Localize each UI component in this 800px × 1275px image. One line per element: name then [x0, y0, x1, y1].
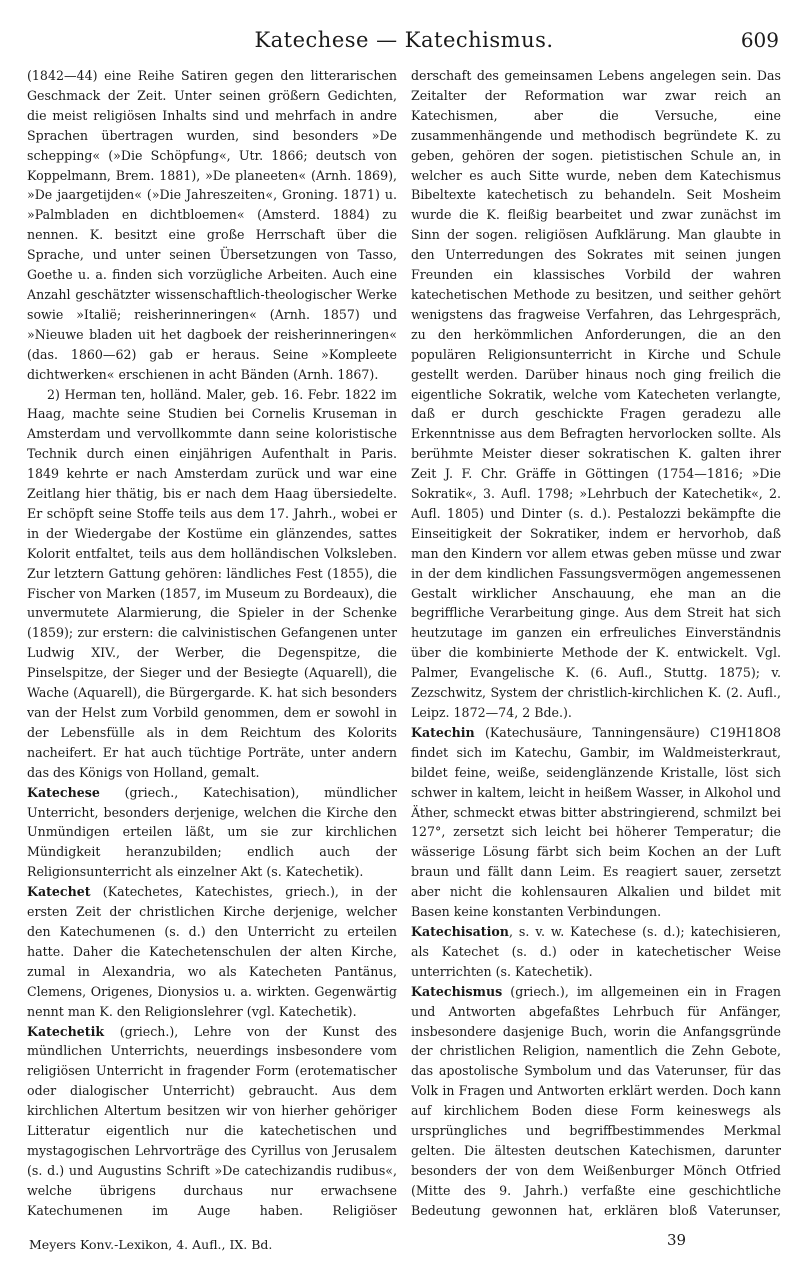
- entry-katechetik: [27, 1022, 397, 1225]
- entry-katechetik-body: (griech.), Lehre von der Kunst des mündlichen Unterrichts, neuerdings insbesondere vom religiösen Unterricht in fragender Form (erotematischer oder dialogischer Unterricht) gebraucht. Aus dem kirchlichen Altertum besitzen wir von hierher gehöriger Litteratur eigentlich nur die katechetischen und mystagogischen Lehrvorträge des Cyrillus von Jerusalem (s. d.) und Augustins Schrift »De catechizandis rudibus«, welche übrigens durchaus nur erwachsene Katechumenen im Auge haben. Religiöser: [27, 1023, 397, 1218]
- entry-katechet-body: (Katechetes, Katechistes, griech.), in der ersten Zeit der christlichen Kirche derjenige, welcher den Katechumenen (s. d.) den Unterricht zu erteilen hatte. Daher die Katechetenschulen der alten Kirche, zumal in Alexandria, wo als Katecheten Pantänus, Clemens, Origenes, Dionysios u. a. wirkten. Gegenwärtig nennt man K. den Religionslehrer (vgl. Katechetik).: [27, 884, 397, 1019]
- headword-katechet: Katechet: [27, 884, 91, 900]
- entry-katechese: [27, 783, 397, 883]
- page-footer: [27, 1231, 781, 1257]
- entry-katechet: [27, 882, 397, 1021]
- entry-katechin-body: (Katechusäure, Tanningensäure) C19H18O8 findet sich im Katechu, Gambir, im Waldmeisterkraut, bildet feine, weiße, seidenglänzende Kristalle, löst sich schwer in kaltem, leicht in heißem Wasser, in Alkohol und Äther, schmeckt etwas bitter abstringierend, schmilzt bei 127°, zersetzt sich leicht bei höherer Temperatur; die wässerige Lösung färbt sich beim Kochen an der Luft braun und fällt dann Leim. Es reagiert sauer, zersetzt aber nicht die kohlensauren Alkalien und bildet mit Basen keine konstanten Verbindungen.: [411, 724, 781, 920]
- running-head: Katechese — Katechismus.: [254, 28, 554, 52]
- headword-katechetik: Katechetik: [27, 1023, 105, 1039]
- sheet-signature: 39: [667, 1231, 687, 1249]
- paragraph-kinsbergen-continued: (1842—44) eine Reihe Satiren gegen den litterarischen Geschmack der Zeit. Unter seinen größern Gedichten, die meist religiösen Inhalts sind und mehrfach in andre Sprachen übertragen wurden, sind besonders »De schepping« (»Die Schöpfung«, Utr. 1866; deutsch von Koppelmann, Brem. 1881), »De planeeten« (Arnh. 1869), »De jaargetijden« (»Die Jahreszeiten«, Groning. 1871) u. »Palmbladen en dichtbloemen« (Amsterd. 1884) zu nennen. K. besitzt eine große Herrschaft über die Sprache, und unter seinen Übersetzungen von Tasso, Goethe u. a. finden sich vorzügliche Arbeiten. Auch eine Anzahl geschätzter wissenschaftlich-theologischer Werke sowie »Italië; reisherinneringen« (Arnh. 1857) und »Nieuwe bladen uit het dagboek der reisherinneringen« (das. 1860—62) gab er heraus. Seine »Kompleete dichtwerken« erschienen in acht Bänden (Arnh. 1867).: [27, 68, 397, 382]
- entry-katechismus: [411, 982, 781, 1224]
- left-column: [27, 66, 397, 1224]
- entry-katechin: [411, 723, 781, 922]
- headword-katechisation: Katechisation: [411, 923, 509, 939]
- entry-katechismus-body: (griech.), im allgemeinen ein in Fragen und Antworten abgefaßtes Lehrbuch für Anfänger, insbesondere dasjenige Buch, worin die Anfangsgründe der christlichen Religion, namentlich die Zehn Gebote, das apostolische Symbolum und das Vaterunser, für das Volk in Fragen und Antworten erklärt werden. Doch kann auf kirchlichem Boden diese Form keineswegs als ursprüngliches und begriffbestimmendes Merkmal gelten. Die ältesten deutschen Katechismen, darunter besonders der von dem Weißenburger Mönch Otfried (Mitte des 9. Jahrh.) verfaßte eine geschichtliche Bedeutung gewonnen hat, erklären bloß Vaterunser,: [411, 983, 781, 1218]
- page: [27, 26, 781, 1262]
- right-column: [411, 66, 781, 1224]
- page-header: [27, 26, 781, 62]
- imprint-line: Meyers Konv.-Lexikon, 4. Aufl., IX. Bd.: [29, 1237, 273, 1252]
- text-columns: [27, 66, 781, 1224]
- paragraph-katechetik-continued: derschaft des gemeinsamen Lebens angelegen sein. Das Zeitalter der Reformation war zwar reich an Katechismen, aber die Versuche, eine zusammenhängende und methodisch begründete K. zu geben, gehören der sogen. pietistischen Schule an, in welcher es auch Sitte wurde, neben dem Katechismus Bibeltexte katechetisch zu behandeln. Seit Mosheim wurde die K. fleißig bearbeitet und zwar zunächst im Sinn der sogen. religiösen Aufklärung. Man glaubte in den Unterredungen des Sokrates mit seinen jungen Freunden ein klassisches Vorbild der wahren katechetischen Methode zu besitzen, und seither gehört wenigstens das fragweise Verfahren, das Lehrgespräch, zu den herkömmlichen Anforderungen, die an den populären Religionsunterricht in Kirche und Schule gestellt werden. Darüber hinaus noch ging freilich die eigentliche Sokratik, welche vom Katecheten verlangte, daß er durch geschickte Fragen geradezu alle Erkenntnisse aus dem Befragten hervorlocken sollte. Als berühmte Meister dieser sokratischen K. galten ihrer Zeit J. F. Chr. Gräffe in Göttingen (1754—1816; »Die Sokratik«, 3. Aufl. 1798; »Lehrbuch der Katechetik«, 2. Aufl. 1805) und Dinter (s. d.). Pestalozzi bekämpfte die Einseitigkeit der Sokratiker, indem er hervorhob, daß man den Kindern vor allem etwas geben müsse und zwar in der dem kindlichen Fassungsvermögen angemessenen Gestalt wirklicher Anschauung, ehe man an die begriffliche Verarbeitung ginge. Aus dem Streit hat sich heutzutage im ganzen ein erfreuliches Einverständnis über die kombinierte Methode der K. entwickelt. Vgl. Palmer, Evangelische K. (6. Aufl., Stuttg. 1875); v. Zezschwitz, System der christlich-kirchlichen K. (2. Aufl., Leipz. 1872—74, 2 Bde.).: [411, 68, 781, 720]
- entry-katechese-body: (griech., Katechisation), mündlicher Unterricht, besonders derjenige, welchen die Kirche den Unmündigen erteilen läßt, um sie zur kirchlichen Mündigkeit heranzubilden; endlich auch der Religionsunterricht als einzelner Akt (s. Katechetik).: [27, 784, 397, 880]
- headword-katechin: Katechin: [411, 724, 475, 740]
- page-number: 609: [740, 28, 779, 52]
- paragraph-herman-ten-kate: 2) Herman ten, holländ. Maler, geb. 16. Febr. 1822 im Haag, machte seine Studien bei Cornelis Kruseman in Amsterdam und vervollkommte dann seine koloristische Technik durch einen einjährigen Aufenthalt in Paris. 1849 kehrte er nach Amsterdam zurück und war eine Zeitlang hier thätig, bis er nach dem Haag übersiedelte. Er schöpft seine Stoffe teils aus dem 17. Jahrh., wobei er in der Wiedergabe der Kostüme ein glänzendes, sattes Kolorit entfaltet, teils aus dem holländischen Volksleben. Zur letztern Gattung gehören: ländliches Fest (1855), die Fischer von Marken (1857, im Museum zu Bordeaux), die unvermutete Alarmierung, die Spieler in der Schenke (1859); zur erstern: die calvinistischen Gefangenen unter Ludwig XIV., der Werber, die Degenspitze, die Pinselspitze, der Sieger und der Besiegte (Aquarell), die Wache (Aquarell), die Bürgergarde. K. hat sich besonders van der Helst zum Vorbild genommen, dem er sowohl in der Lebensfülle als in dem Reichtum des Kolorits nacheifert. Er hat auch tüchtige Porträte, unter andern das des Königs von Holland, gemalt.: [27, 386, 397, 780]
- entry-katechisation: [411, 922, 781, 982]
- entry-katechisation-body: , s. v. w. Katechese (s. d.); katechisieren, als Katechet (s. d.) oder in katechetischer Weise unterrichten (s. Katechetik).: [411, 923, 781, 979]
- headword-katechismus: Katechismus: [411, 983, 503, 999]
- headword-katechese: Katechese: [27, 784, 100, 800]
